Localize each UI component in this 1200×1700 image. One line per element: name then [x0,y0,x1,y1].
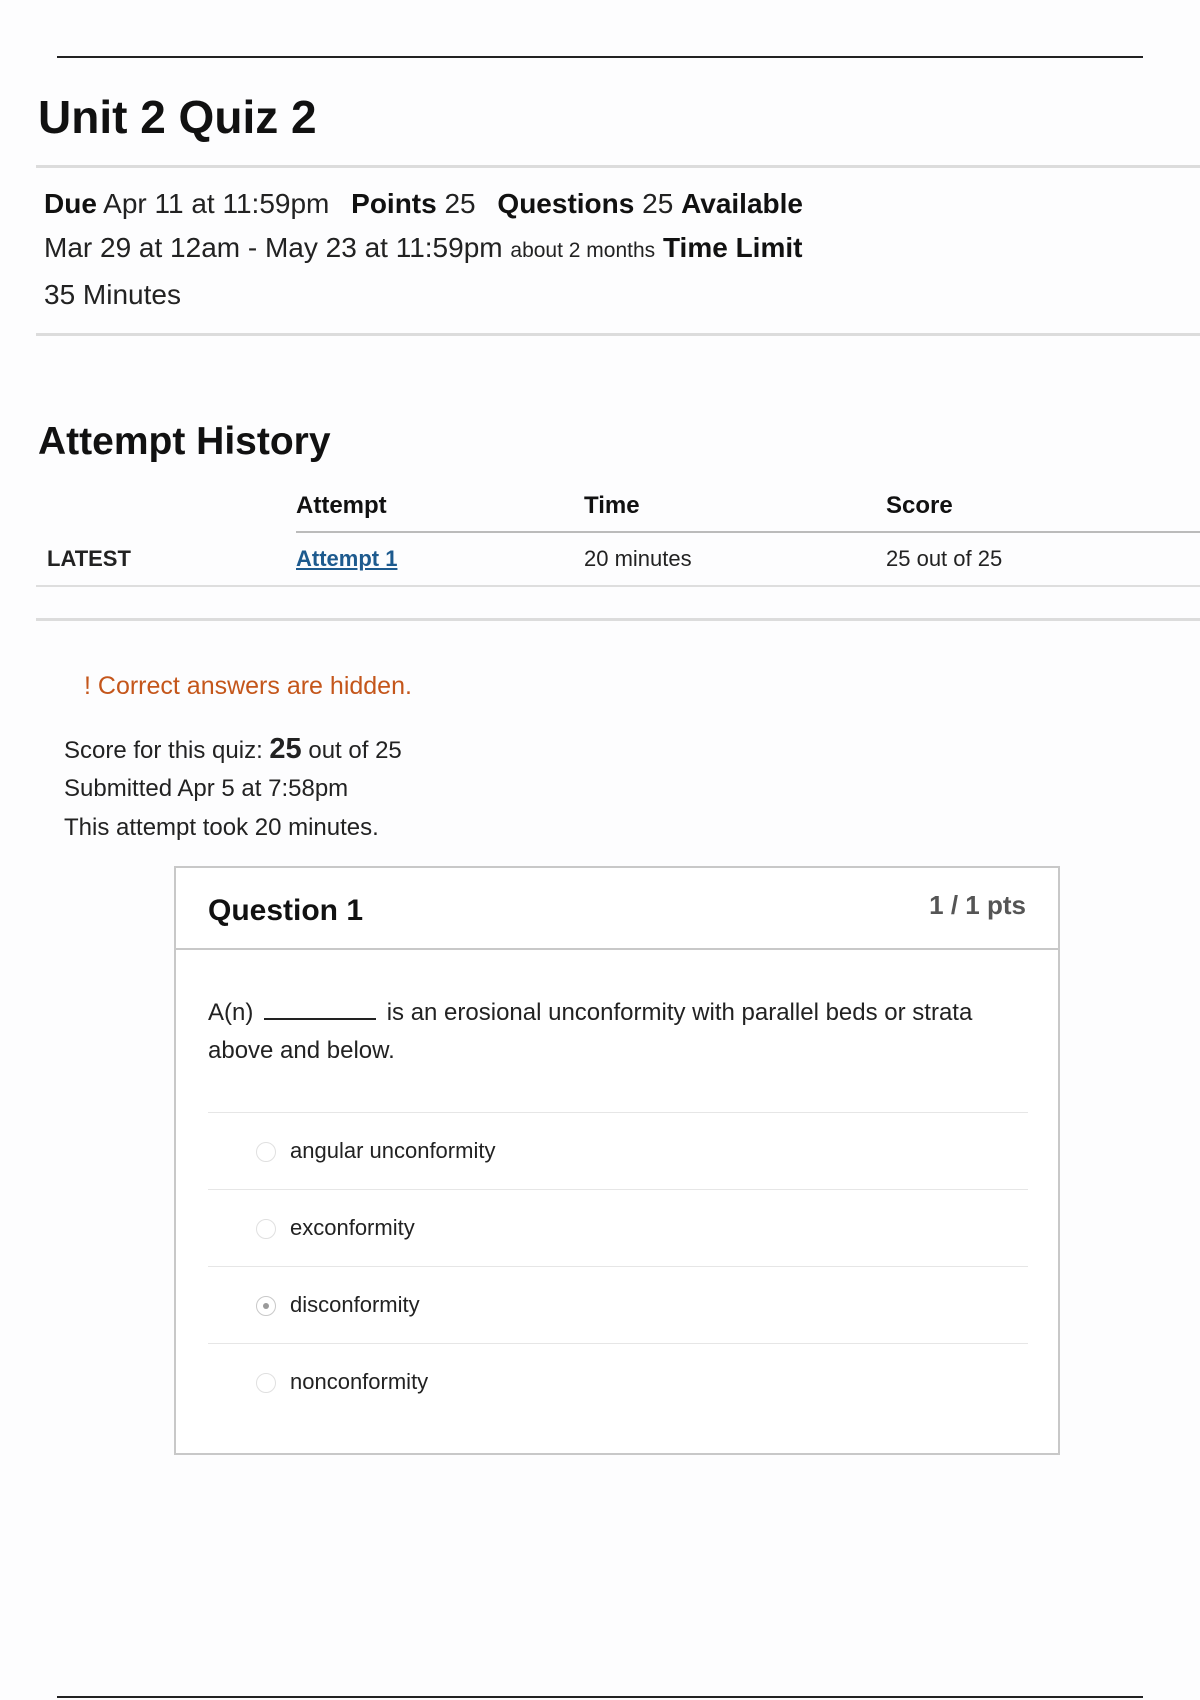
answer-label: nonconformity [290,1369,429,1394]
answer-option[interactable] [208,1112,1028,1189]
top-divider [57,56,1143,58]
question-text [208,994,1034,1070]
answer-label: disconformity [290,1292,420,1317]
attempt-score: 25 out of 25 [886,532,1200,586]
attempt-history-title: Attempt History [38,420,331,463]
questions-label: Questions [497,188,635,219]
question-text-after: is an erosional unconformity with parallel beds or strata above and below. [208,999,973,1064]
quiz-score [64,730,402,769]
column-header-attempt: Attempt [296,484,584,532]
answer-list [208,1112,1028,1420]
answer-option[interactable] [208,1343,1028,1420]
points-label: Points [351,188,437,219]
answer-label: angular unconformity [290,1138,496,1163]
radio-button[interactable] [256,1373,276,1393]
due-value: Apr 11 at 11:59pm [103,188,330,219]
question-card [174,866,1060,1455]
hidden-answers-notice: ! Correct answers are hidden. [84,672,412,700]
points-value: 25 [444,188,476,219]
score-suffix: out of 25 [308,737,402,764]
answer-option[interactable] [208,1189,1028,1266]
attempt-time: 20 minutes [584,532,886,586]
quiz-summary [64,730,402,847]
radio-button[interactable] [256,1219,276,1239]
quiz-details-line-3 [44,273,1192,317]
quiz-details-line-2 [44,226,1192,273]
score-value: 25 [269,733,302,765]
attempt-status: LATEST [36,532,296,586]
question-title: Question 1 [208,894,364,927]
column-header-score: Score [886,484,1200,532]
attempt-table-header [36,484,1200,532]
attempt-duration: This attempt took 20 minutes. [64,814,379,841]
attempt-cell [296,532,584,586]
bottom-divider [57,1696,1143,1698]
available-note: about 2 months [510,239,656,262]
questions-value: 25 [642,188,674,219]
answer-option[interactable] [208,1266,1028,1343]
answer-label: exconformity [290,1215,415,1240]
time-limit-label: Time Limit [662,232,803,263]
time-limit-value: 35 Minutes [44,279,181,310]
column-header-status [36,484,296,532]
quiz-details [36,165,1200,336]
section-divider [36,618,1200,621]
question-points: 1 / 1 pts [929,890,1026,920]
attempt-history-table [36,484,1200,587]
quiz-details-line-1 [44,182,1192,226]
due-label: Due [44,188,97,219]
radio-button-selected[interactable] [256,1296,276,1316]
question-text-before: A(n) [208,999,254,1026]
radio-button[interactable] [256,1142,276,1162]
fill-in-blank [264,996,376,1020]
attempt-link[interactable]: Attempt 1 [296,546,398,571]
column-header-time: Time [584,484,886,532]
available-value: Mar 29 at 12am - May 23 at 11:59pm [44,232,503,263]
submitted-time: Submitted Apr 5 at 7:58pm [64,775,349,802]
question-header [176,868,1058,950]
page-title: Unit 2 Quiz 2 [38,91,317,143]
available-label: Available [681,188,803,219]
score-prefix: Score for this quiz: [64,737,263,764]
table-row [36,532,1200,586]
